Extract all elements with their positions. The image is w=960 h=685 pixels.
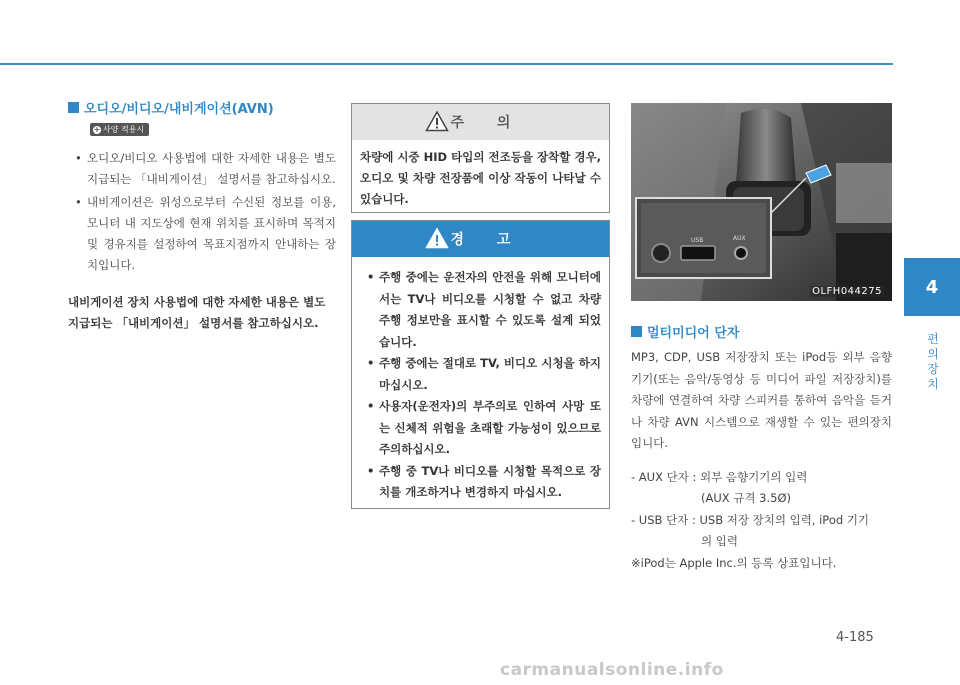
section-title-multimedia: 멀티미디어 단자 bbox=[631, 322, 892, 341]
avn-note: 내비게이션 장치 사용법에 대한 자세한 내용은 별도 지급되는 「내비게이션」 설명서를 참고하십시오. bbox=[68, 295, 326, 330]
list-item: • 사용자(운전자)의 부주의로 인하여 사망 또는 신체적 위험을 초래할 가능성이 있으므로 주의하십시오. bbox=[352, 396, 601, 461]
list-item: • 주행 중에는 절대로 TV, 비디오 시청을 하지 마십시오. bbox=[352, 353, 601, 396]
multimedia-jack-photo bbox=[631, 103, 892, 301]
warning-header: 경 고 bbox=[352, 221, 609, 257]
console-illustration bbox=[631, 103, 892, 301]
usb-spec: - USB 단자 : USB 저장 장치의 입력, iPod 기기 bbox=[631, 512, 870, 527]
aux-spec-detail: (AUX 규격 3.5Ø) bbox=[701, 491, 792, 505]
warning-box bbox=[351, 220, 610, 509]
caution-header: 주 의 bbox=[352, 104, 609, 140]
jack-specs bbox=[631, 467, 892, 575]
section-title-avn: 오디오/비디오/내비게이션(AVN) bbox=[68, 98, 336, 117]
page-number: 4-185 bbox=[836, 630, 874, 645]
chapter-label: 편의 장치 bbox=[927, 332, 939, 391]
square-bullet-icon bbox=[631, 326, 642, 337]
square-bullet-icon bbox=[68, 102, 79, 113]
list-item: • 오디오/비디오 사용법에 대한 자세한 내용은 별도 지급되는 「내비게이션」 설명서를 참고하십시오. bbox=[68, 148, 336, 190]
trademark-note: ※iPod는 Apple Inc.의 등록 상표입니다. bbox=[631, 555, 837, 570]
photo-code: OLFH044275 bbox=[812, 286, 882, 297]
usb-port-label: USB bbox=[691, 237, 704, 244]
usb-spec-detail: 의 입력 bbox=[701, 534, 738, 548]
caution-body: 차량에 시중 HID 타입의 전조등을 장착할 경우, 오디오 및 차량 전장품에 이상 작동이 나타날 수 있습니다. bbox=[360, 150, 601, 206]
multimedia-description: MP3, CDP, USB 저장장치 또는 iPod등 외부 음향 기기(또는 음악/동영상 등 미디어 파일 저장장치)를 차량에 연결하여 차량 스피커를 통하여 음악을 듣거나 차량 AVN 시스템으로 재생할 수 있는 편의장치 입니다. bbox=[631, 350, 892, 450]
plus-icon: + bbox=[93, 125, 101, 134]
option-badge: + 사양 적용시 bbox=[90, 123, 149, 136]
watermark: carmanualsonline.info bbox=[500, 660, 724, 680]
caution-box bbox=[351, 103, 610, 213]
warning-list bbox=[352, 267, 609, 504]
aux-port-label: AUX bbox=[733, 235, 746, 242]
section-multimedia bbox=[631, 322, 892, 574]
section-avn bbox=[68, 98, 336, 334]
aux-spec: - AUX 단자 : 외부 음향기기의 입력 bbox=[631, 469, 808, 484]
header-rule bbox=[0, 63, 893, 65]
avn-bullet-list bbox=[68, 148, 336, 276]
list-item: • 내비게이션은 위성으로부터 수신된 정보를 이용, 모니터 내 지도상에 현재 위치를 표시하며 목적지 및 경유지를 설정하여 목표지점까지 안내하는 장치입니다. bbox=[68, 192, 336, 276]
list-item: • 주행 중에는 운전자의 안전을 위해 모니터에서는 TV나 비디오를 시청할 수 없고 차량 주행 정보만을 표시할 수 있도록 설계 되었습니다. bbox=[352, 267, 601, 353]
list-item: • 주행 중 TV나 비디오를 시청할 목적으로 장치를 개조하거나 변경하지 마십시오. bbox=[352, 461, 601, 504]
chapter-tab: 4 bbox=[904, 258, 960, 316]
